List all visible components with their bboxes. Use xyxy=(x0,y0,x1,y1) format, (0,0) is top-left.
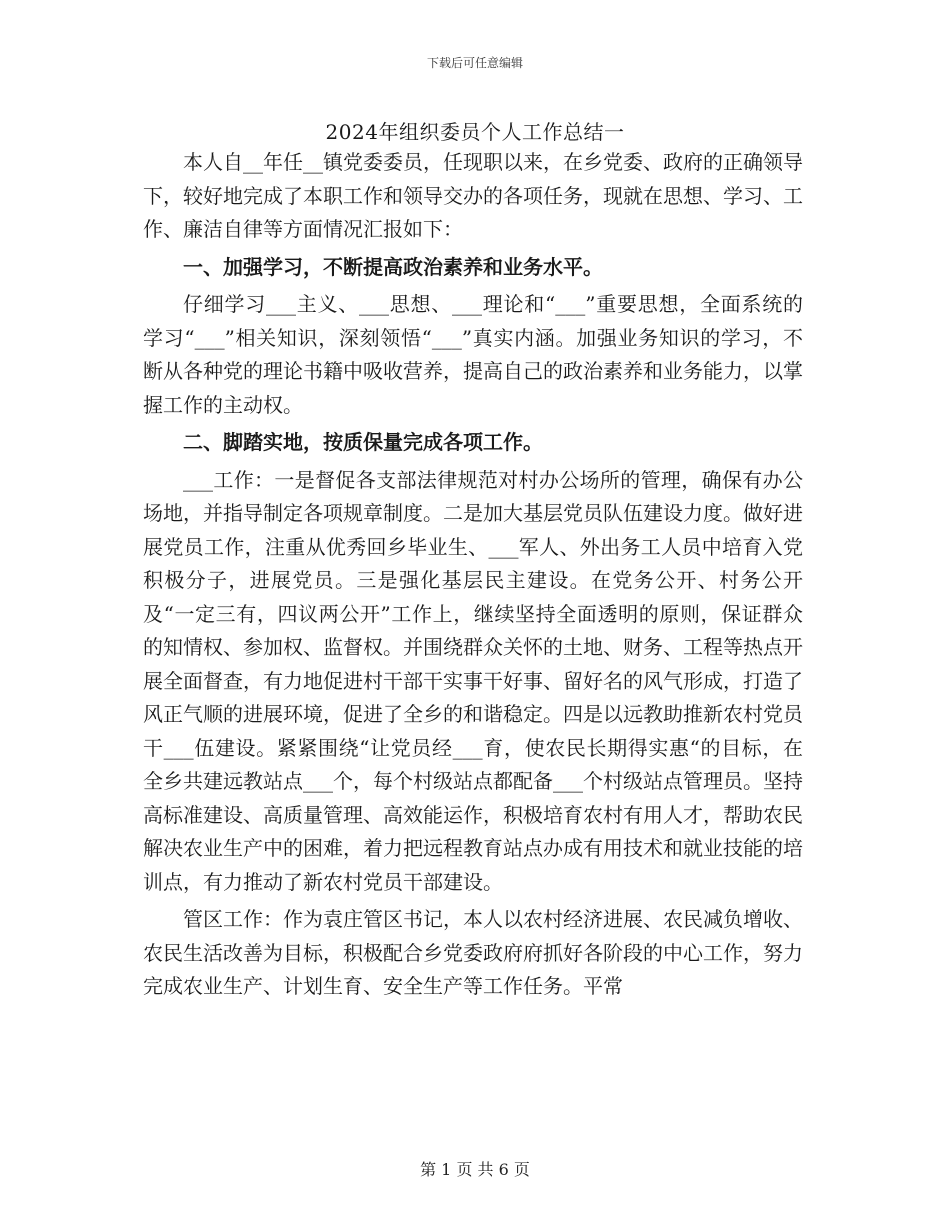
document-title: 2024年组织委员个人工作总结一 xyxy=(325,120,625,144)
section-heading-study: 一、加强学习，不断提高政治素养和业务水平。 xyxy=(183,254,603,279)
page-footer: 第 1 页 共 6 页 xyxy=(420,1160,530,1179)
section-heading-work: 二、脚踏实地，按质保量完成各项工作。 xyxy=(183,430,543,454)
paragraph-intro: 本人自__年任__镇党委委员，任现职以来，在乡党委、政府的正确领导下，较好地完成了本职工作和领导交办的各项任务，现就在思想、学习、工作、廉洁自律等方面情况汇报如下： xyxy=(143,150,803,241)
header-note: 下载后可任意编辑 xyxy=(426,56,523,70)
paragraph-district-work: 管区工作：作为袁庄管区书记，本人以农村经济进展、农民减负增收、农民生活改善为目标，积极配合乡党委政府府抓好各阶段的中心工作，努力完成农业生产、计划生育、安全生产等工作任务。平常 xyxy=(143,907,803,998)
paragraph-study: 仔细学习___主义、___思想、___理论和“___”重要思想，全面系统的学习“___”相关知识，深刻领悟“___”真实内涵。加强业务知识的学习，不断从各种党的理论书籍中吸收营养，提高自己的政治素养和业务能力，以掌握工作的主动权。 xyxy=(143,292,803,417)
paragraph-organization-work: ___工作：一是督促各支部法律规范对村办公场所的管理，确保有办公场地，并指导制定各项规章制度。二是加大基层党员队伍建设力度。做好进展党员工作，注重从优秀回乡毕业生、___军人、外出务工人员中培育入党积极分子，进展党员。三是强化基层民主建设。在党务公开、村务公开及“一定三有，四议两公开”工作上，继续坚持全面透明的原则，保证群众的知情权、参加权、监督权。并围绕群众关怀的土地、财务、工程等热点开展全面督查，有力地促进村干部干实事干好事、留好名的风气形成，打造了风正气顺的进展环境，促进了全乡的和谐稳定。四是以远教助推新农村党员干___伍建设。紧紧围绕“让党员经___育，使农民长期得实惠“的目标，在全乡共建远教站点___个，每个村级站点都配备___个村级站点管理员。坚持高标准建设、高质量管理、高效能运作，积极培育农村有用人才，帮助农民解决农业生产中的困难，着力把远程教育站点办成有用技术和就业技能的培训点，有力推动了新农村党员干部建设。 xyxy=(143,467,803,894)
document-body xyxy=(143,146,803,1004)
